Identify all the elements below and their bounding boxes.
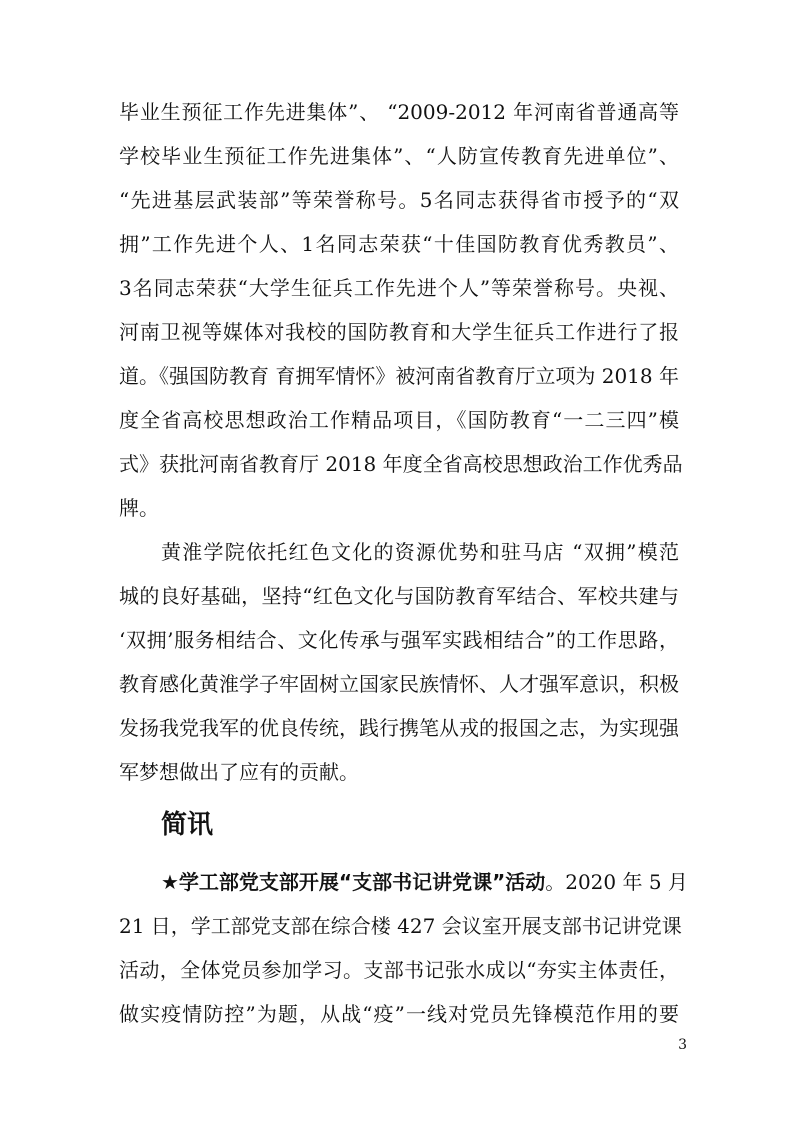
paragraph-line: 道。《强国防教育 育拥军情怀》被河南省教育厅立项为 2018 年	[119, 364, 679, 388]
paragraph-line: 黄淮学院依托红色文化的资源优势和驻马店 “双拥”模范	[161, 540, 679, 564]
news-title: ★学工部党支部开展“支部书记讲党课”活动	[161, 870, 546, 894]
section-heading: 简讯	[161, 810, 214, 840]
paragraph-line: 式》获批河南省教育厅 2018 年度全省高校思想政治工作优秀品	[119, 452, 683, 476]
paragraph-line: 学校毕业生预征工作先进集体”、“人防宣传教育先进单位”、	[119, 144, 679, 168]
paragraph-line: 拥”工作先进个人、1名同志荣获“十佳国防教育优秀教员”、	[119, 232, 679, 256]
paragraph-line: 发扬我党我军的优良传统，践行携笔从戎的报国之志，为实现强	[119, 716, 679, 740]
paragraph-line: 河南卫视等媒体对我校的国防教育和大学生征兵工作进行了报	[119, 320, 679, 344]
paragraph-line: 教育感化黄淮学子牢固树立国家民族情怀、人才强军意识，积极	[119, 672, 679, 696]
paragraph-line: 度全省高校思想政治工作精品项目，《国防教育“一二三四”模	[119, 408, 679, 432]
paragraph-line: 城的良好基础，坚持“红色文化与国防教育军结合、军校共建与	[119, 584, 679, 608]
paragraph-line: 3名同志荣获“大学生征兵工作先进个人”等荣誉称号。央视、	[119, 276, 679, 300]
paragraph-line: 活动，全体党员参加学习。支部书记张水成以“夯实主体责任，	[119, 958, 679, 982]
paragraph-line: 做实疫情防控”为题，从战“疫”一线对党员先锋模范作用的要	[119, 1002, 679, 1026]
news-date-text: 。2020 年 5 月	[545, 870, 688, 894]
paragraph-line: 牌。	[119, 496, 159, 520]
paragraph-line: 毕业生预征工作先进集体”、 “2009-2012 年河南省普通高等	[119, 100, 679, 124]
paragraph-line: “先进基层武装部”等荣誉称号。5名同志获得省市授予的“双	[119, 188, 679, 212]
news-first-line	[161, 868, 688, 896]
page-number: 3	[678, 1037, 687, 1053]
paragraph-line: 21 日，学工部党支部在综合楼 427 会议室开展支部书记讲党课	[119, 914, 682, 938]
paragraph-line: 军梦想做出了应有的贡献。	[119, 760, 359, 784]
paragraph-line: ‘双拥’服务相结合、文化传承与强军实践相结合”的工作思路，	[119, 628, 679, 652]
